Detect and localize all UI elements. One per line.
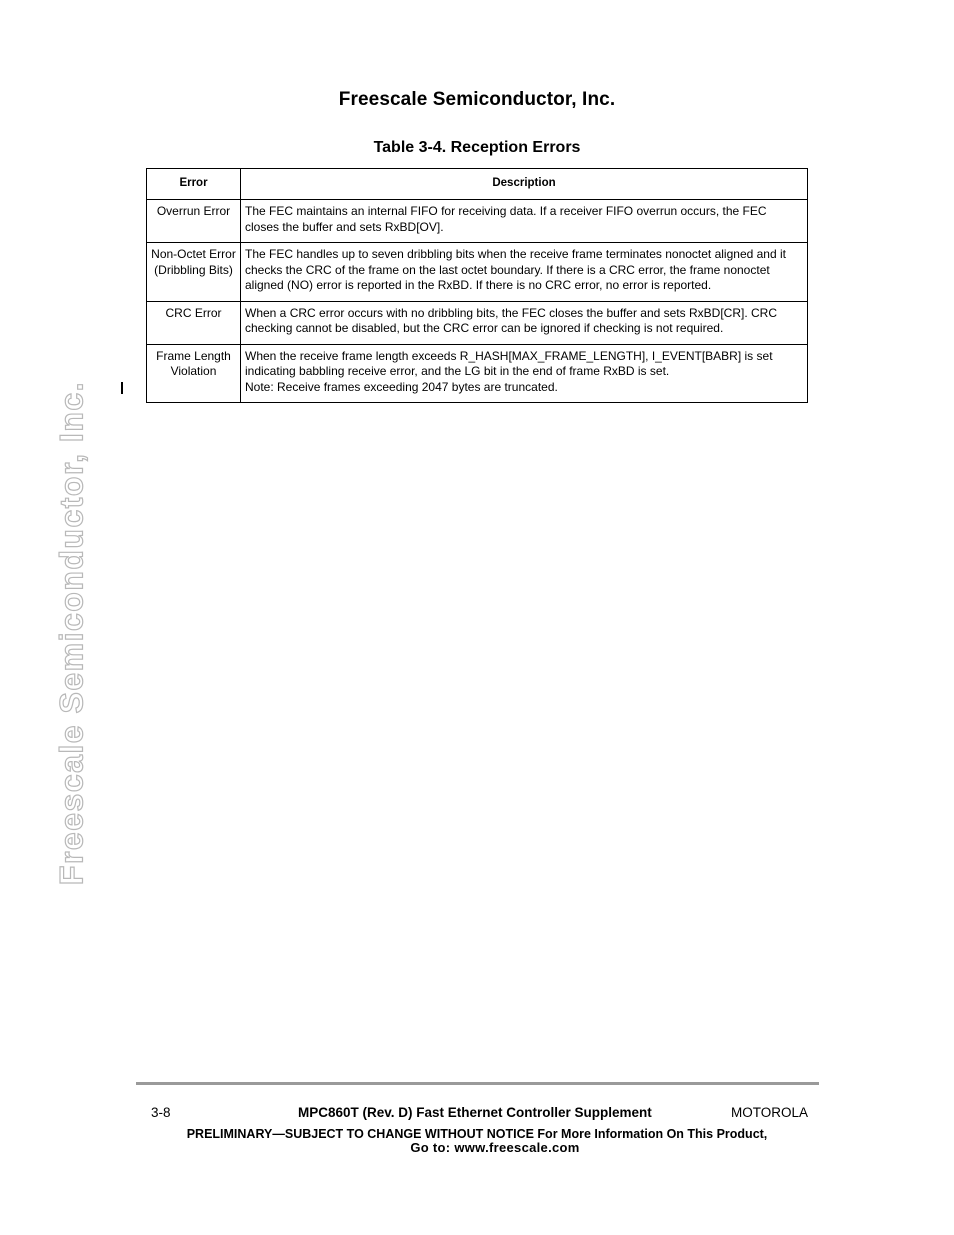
revision-change-bar <box>121 382 123 394</box>
error-description-cell: The FEC maintains an internal FIFO for receiving data. If a receiver FIFO overrun occurs, the FEC closes the buffer and sets RxBD[OV]. <box>241 200 808 243</box>
error-description-cell: When a CRC error occurs with no dribbling bits, the FEC closes the buffer and sets RxBD[CR]. CRC checking cannot be disabled, but the CRC error can be ignored if checking is not required. <box>241 301 808 344</box>
footer-company: MOTOROLA <box>730 1105 808 1120</box>
table-header-row <box>147 169 808 200</box>
table-caption: Table 3-4. Reception Errors <box>373 139 581 156</box>
footer-preliminary-notice: PRELIMINARY—SUBJECT TO CHANGE WITHOUT NOTICE <box>186 1127 534 1141</box>
footer-more-info: For More Information On This Product, <box>537 1127 768 1141</box>
error-name-cell: Non-Octet Error (Dribbling Bits) <box>147 243 241 302</box>
error-name-cell: Overrun Error <box>147 200 241 243</box>
error-description-note: Note: Receive frames exceeding 2047 bytes are truncated. <box>245 379 558 394</box>
error-description-text: When the receive frame length exceeds R_HASH[MAX_FRAME_LENGTH], I_EVENT[BABR] is set indicating babbling receive error, and the LG bit in the end of frame RxBD is set. <box>245 348 773 378</box>
reception-errors-table <box>146 168 808 403</box>
table-row <box>147 301 808 344</box>
page-header: Freescale Semiconductor, Inc. <box>338 89 616 110</box>
column-header-error: Error <box>147 169 241 200</box>
error-name-cell: Frame Length Violation <box>147 344 241 403</box>
table-row <box>147 200 808 243</box>
error-description-cell: The FEC handles up to seven dribbling bits when the receive frame terminates nonoctet aligned and it checks the CRC of the frame on the last octet boundary. If there is a CRC error, the frame nonoctet aligned (NO) error is reported in the RxBD. If there is no CRC error, no error is reported. <box>241 243 808 302</box>
error-description-cell <box>241 344 808 403</box>
table-row <box>147 344 808 403</box>
footer-document-title: MPC860T (Rev. D) Fast Ethernet Controller Supplement <box>298 1105 652 1120</box>
footer-rule <box>136 1082 819 1085</box>
sidebar-watermark: Freescale Semiconductor, Inc. <box>53 380 90 886</box>
footer-website-link[interactable]: Go to: www.freescale.com <box>410 1140 580 1155</box>
footer-page-number: 3-8 <box>151 1105 171 1120</box>
column-header-description: Description <box>241 169 808 200</box>
error-name-cell: CRC Error <box>147 301 241 344</box>
footer-notice <box>0 1127 954 1141</box>
table-row <box>147 243 808 302</box>
